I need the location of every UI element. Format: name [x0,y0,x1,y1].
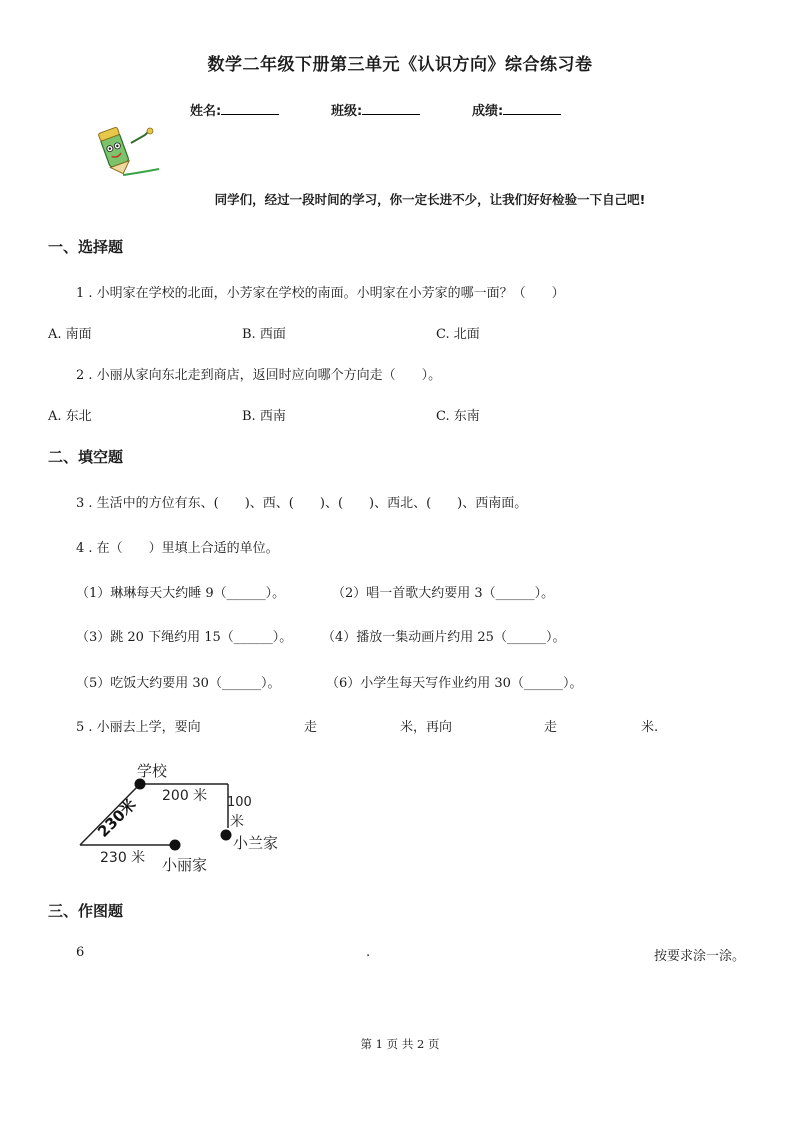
score-field[interactable] [472,100,561,119]
question-6-dot: . [366,945,371,960]
q4-item-6: （6）小学生每天写作业约用 30（______）。 [326,676,583,691]
question-6-instruction: 按要求涂一涂。 [654,949,746,964]
question-1-text: 1 . 小明家在学校的北面，小芳家在学校的南面。小明家在小芳家的哪一面？（ ） [76,286,565,301]
name-label: 姓名: [190,104,222,119]
map-label-right-distance-num: 100 [227,795,252,810]
page-title: 数学二年级下册第三单元《认识方向》综合练习卷 [207,55,593,75]
q4-item-4: （4）播放一集动画片约用 25（______）。 [322,630,566,645]
map-label-right-distance-unit: 米 [230,814,244,830]
question-4-text: 4 . 在（ ）里填上合适的单位。 [76,541,279,556]
class-blank[interactable] [362,102,420,115]
question-5-part-2: 走 [304,720,318,735]
question-5-part-4: 走 [544,720,558,735]
question-3-text: 3 . 生活中的方位有东、( )、西、( )、( )、西北、( )、西南面。 [76,496,528,511]
question-5-part-1: 5 . 小丽去上学，要向 [76,720,201,735]
xiaolan-home-dot [221,830,232,841]
map-label-bottom-distance: 230 米 [100,850,146,866]
section-fill-heading: 二、填空题 [48,448,124,466]
school-dot [135,779,146,790]
score-label: 成绩: [472,104,504,119]
q2-option-c[interactable]: C. 东南 [436,409,480,424]
map-label-xiaoli-home: 小丽家 [162,856,208,874]
class-label: 班级: [331,104,363,119]
map-label-top-distance: 200 米 [162,788,208,804]
q4-item-5: （5）吃饭大约要用 30（______）。 [76,676,281,691]
map-label-diagonal-distance: 230米 [94,795,140,841]
greeting-text: 同学们，经过一段时间的学习，你一定长进不少，让我们好好检验一下自己吧! [214,192,646,207]
q2-option-a[interactable]: A. 东北 [48,409,92,424]
pencil-mascot-icon [93,125,163,177]
question-5-part-3: 米，再向 [400,720,453,735]
class-field[interactable] [331,100,420,119]
question-2-text: 2 . 小丽从家向东北走到商店，返回时应向哪个方向走（ ）。 [76,368,442,383]
q2-option-b[interactable]: B. 西南 [242,409,286,424]
q1-option-a[interactable]: A. 南面 [48,327,92,342]
map-label-xiaolan-home: 小兰家 [233,834,279,852]
question-6-number: 6 [76,945,85,960]
name-field[interactable] [190,100,279,119]
q1-option-c[interactable]: C. 北面 [436,327,480,342]
section-drawing-heading: 三、作图题 [48,902,124,920]
map-label-school: 学校 [137,762,168,780]
section-choice-heading: 一、选择题 [48,238,124,256]
route-map-diagram [70,758,300,876]
name-blank[interactable] [221,102,279,115]
question-5-part-5: 米. [641,720,659,735]
page-footer: 第 1 页 共 2 页 [360,1037,440,1051]
q4-item-3: （3）跳 20 下绳约用 15（______）。 [76,630,293,645]
q4-item-2: （2）唱一首歌大约要用 3（______）。 [332,586,555,601]
score-blank[interactable] [503,102,561,115]
q4-item-1: （1）琳琳每天大约睡 9（______）。 [76,586,286,601]
xiaoli-home-dot [170,840,181,851]
q1-option-b[interactable]: B. 西面 [242,327,286,342]
